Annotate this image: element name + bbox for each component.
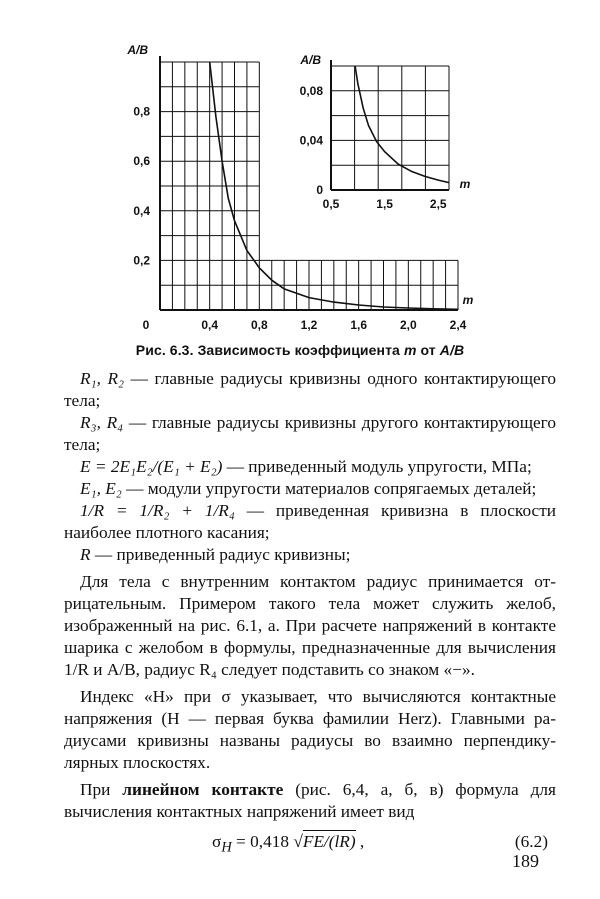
figure-label: Рис. 6.3. (135, 342, 194, 358)
body-text (64, 368, 556, 859)
inset-y-tick-label: 0 (316, 183, 323, 197)
inset-y-axis-label: A/B (300, 53, 321, 67)
definition-item: 1/R = 1/R₂ + 1/R₄ — приведенная кривизна в плоскости наиболее плотного касания; (64, 501, 556, 542)
figure-caption-text: Зависимость коэффициента (197, 342, 400, 358)
definition-item: E = 2E₁E₂/(E₁ + E₂) — приведенный модуль упругости, МПа; (80, 457, 532, 476)
inset-x-tick-label: 0,5 (322, 197, 340, 211)
caption-var-m: m (403, 342, 417, 358)
equation-body: $\sigma_H = 0,418$ √FE/(lR) , (212, 832, 365, 856)
main-x-tick-label: 0,8 (250, 318, 268, 332)
main-x-axis-label: m (462, 293, 474, 307)
definition-item: R₁, R₂ — главные радиусы кривизны одного контактирующего тела; (64, 369, 556, 410)
equation-number: (6.2) (514, 832, 548, 851)
inset-background (330, 58, 464, 192)
main-x-tick-label: 0,4 (201, 318, 219, 332)
paragraph-internal-contact: Для тела с внутренним контактом радиус принимается отрицательным. Примером такого тела может служить желоб, изображенный на рис. 6.1, а. При расчете напряжений в контакте шарика с желобом в формулы, предназначенные для вычисления 1/R и A/B, радиус R₄ следует подставить со знаком «−». (64, 572, 556, 679)
inset-y-tick-label: 0,04 (299, 133, 323, 148)
page-number: 189 (512, 851, 539, 871)
inset-x-tick-label: 2,5 (429, 197, 447, 211)
main-x-tick-label: 1,6 (350, 318, 368, 332)
main-y-axis-label: A/B (127, 43, 148, 57)
inset-x-axis-label: m (459, 177, 471, 191)
caption-from: от (420, 342, 436, 358)
main-y-tick-label: 0,4 (133, 203, 150, 218)
main-y-tick-label: 0,6 (133, 154, 150, 169)
inset-y-tick-label: 0,08 (299, 83, 323, 98)
definition-item: R₃, R₄ — главные радиусы кривизны другого контактирующего тела; (64, 413, 556, 454)
inset-chart-grid (330, 58, 464, 192)
caption-var-ab: A/B (439, 342, 465, 358)
figure-caption (0, 342, 600, 358)
inset-x-tick-label: 1,5 (376, 197, 393, 211)
equation-6-2 (64, 825, 556, 859)
definition-item: E₁, E₂ — модули упругости материалов сопрягаемых деталей; (80, 479, 537, 498)
figure-6-3 (0, 0, 600, 345)
main-y-tick-label: 0,2 (133, 253, 150, 268)
main-x-tick-label: 2,4 (449, 318, 467, 332)
main-x-origin-label: 0 (142, 318, 150, 332)
main-y-tick-label: 0,8 (133, 104, 150, 119)
main-x-tick-label: 2,0 (399, 318, 417, 332)
paragraph-index-h: Индекс «H» при σ указывает, что вычисляются контактные напряжения (H — первая буква фамилии Herz). Главными радиусами кривизны названы радиусы во взаимно перпендикулярных плоскостях. (64, 687, 556, 772)
paragraph-linear-contact: При линейном контакте (рис. 6,4, а, б, в) формула для вычисления контактных напряжений имеет вид (64, 780, 556, 821)
definition-item: R — приведенный радиус кривизны; (80, 545, 351, 564)
main-x-tick-label: 1,2 (300, 318, 318, 332)
